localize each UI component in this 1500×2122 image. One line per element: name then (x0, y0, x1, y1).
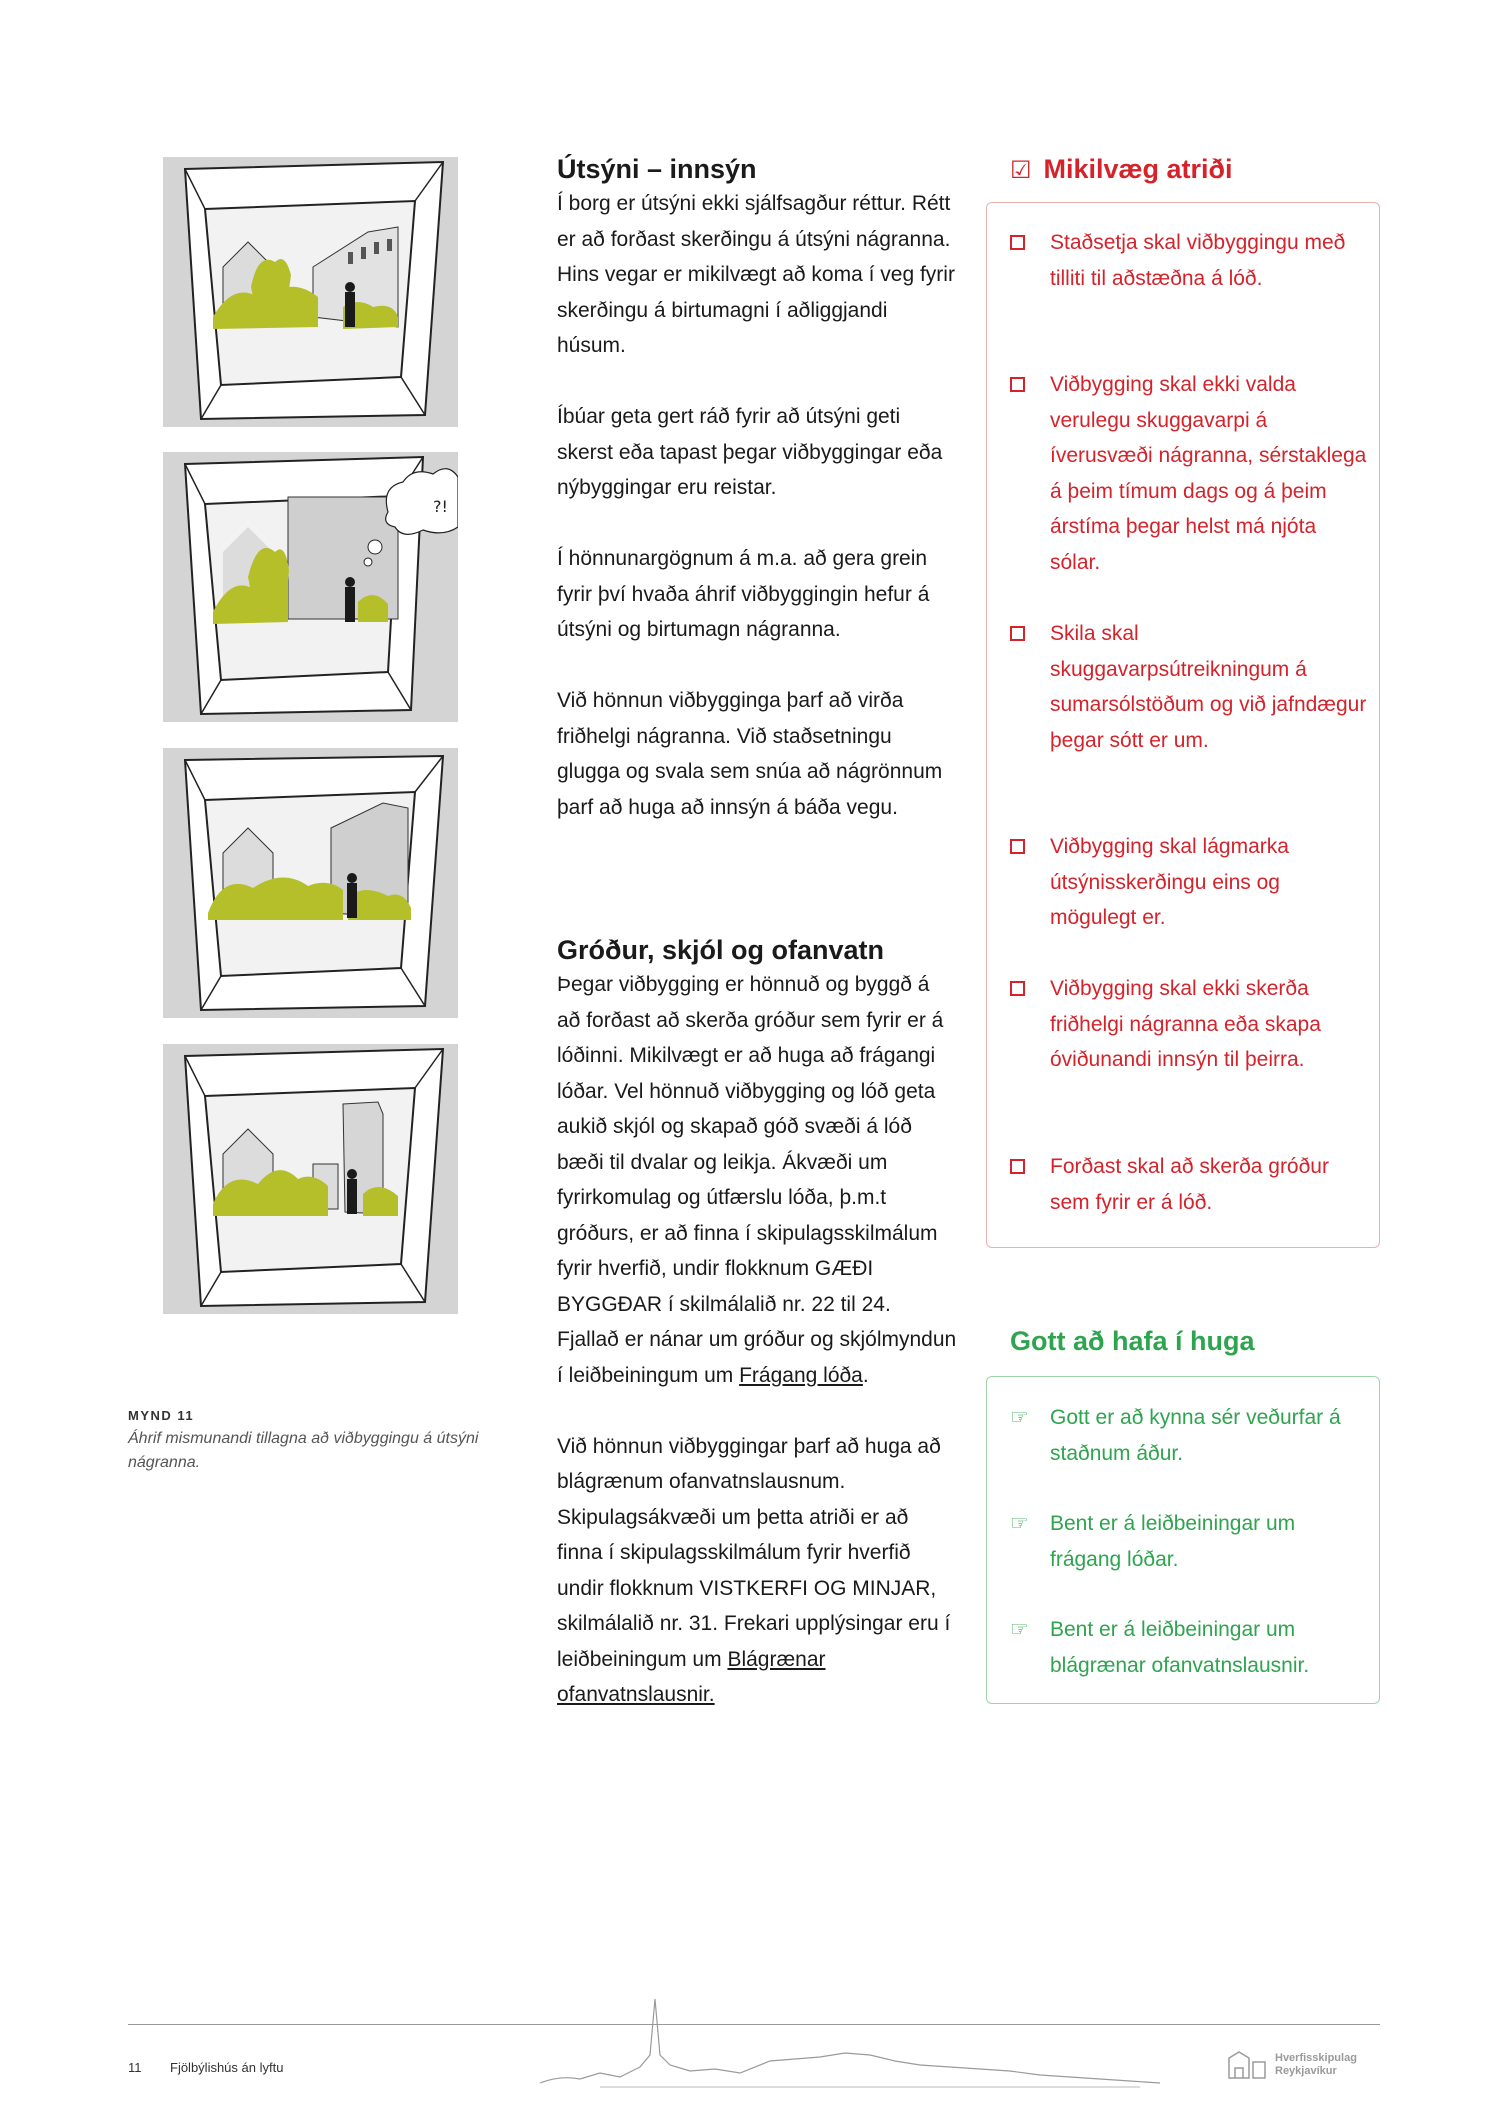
good-heading: Gott að hafa í huga (1010, 1326, 1255, 1356)
illustration-view-original (163, 157, 458, 427)
heading-view-privacy: Útsýni – innsýn (557, 154, 757, 184)
checkbox-icon (1010, 1159, 1025, 1174)
link-blagraenar[interactable]: Blágrænar ofanvatnslausnir. (557, 1647, 826, 1706)
paragraph-2: Íbúar geta gert ráð fyrir að útsýni geti skerst eða tapast þegar viðbyggingar eða nýbyggingar eru reistar. (557, 405, 943, 499)
checkbox-icon (1010, 235, 1025, 250)
city-skyline-illustration (540, 1995, 1160, 2091)
illustration-view-with-wall (163, 452, 458, 722)
pointing-hand-icon: ☞ (1010, 1512, 1029, 1535)
heading-vegetation: Gróður, skjól og ofanvatn (557, 935, 885, 965)
page-number: 11 (128, 2060, 142, 2075)
section-vegetation (557, 933, 957, 1713)
document-title: Fjölbýlishús án lyftu (170, 2060, 284, 2075)
important-item: Viðbygging skal ekki valda verulegu skuggavarpi á íverusvæði nágranna, sérstaklega á þeim tímum dags og á þeim árstíma þegar helst má njóta sólar. (1010, 367, 1370, 580)
important-heading: ☑ Mikilvæg atriði (1010, 154, 1233, 184)
illustration-view-tall-building (163, 748, 458, 1018)
link-fragang-loda[interactable]: Frágang lóða (739, 1363, 863, 1387)
good-item: ☞ Bent er á leiðbeiningar um blágrænar ofanvatnslausnir. (1010, 1612, 1370, 1683)
caption-text: Áhrif mismunandi tillagna að viðbyggingu á útsýni nágranna. (128, 1430, 479, 1471)
pointing-hand-icon: ☞ (1010, 1618, 1029, 1641)
good-item: ☞ Gott er að kynna sér veðurfar á staðnum áður. (1010, 1400, 1370, 1471)
figure-caption (128, 1408, 508, 1475)
checkbox-icon (1010, 981, 1025, 996)
caption-label: MYND 11 (128, 1408, 195, 1423)
paragraph-6: Við hönnun viðbyggingar þarf að huga að blágrænum ofanvatnslausnum. Skipulagsákvæði um þetta atriði er að finna í skipulagsskilmálum fyrir hverfið undir flokknum VISTKERFI OG MINJAR, skilmálalið nr. 31. Frekari upplýsingar eru í leiðbeiningum um Blágrænar ofanvatnslausnir. (557, 1434, 951, 1706)
paragraph-3: Í hönnunargögnum á m.a. að gera grein fyrir því hvaða áhrif viðbyggingin hefur á útsýni og birtumagn nágranna. (557, 547, 930, 641)
checkbox-icon: ☑ (1010, 157, 1032, 184)
illustration-view-narrow-extension (163, 1044, 458, 1314)
paragraph-4: Við hönnun viðbygginga þarf að virða friðhelgi nágranna. Við staðsetningu glugga og svala sem snúa að nágrönnum þarf að huga að innsýn á báða vegu. (557, 689, 943, 819)
checkbox-icon (1010, 839, 1025, 854)
hverfisskipulag-logo: Hverfisskipulag Reykjavíkur (1225, 2048, 1380, 2088)
thought-text: ?! (433, 497, 448, 516)
pointing-hand-icon: ☞ (1010, 1406, 1029, 1429)
paragraph-5: Þegar viðbygging er hönnuð og byggð á að forðast að skerða gróður sem fyrir er á lóðinni. Mikilvægt er að huga að frágangi lóðar. Vel hönnuð viðbygging og lóð geta aukið skjól og skapað góð svæði á lóð bæði til dvalar og leikja. Ákvæði um fyrirkomulag og útfærslu lóða, þ.m.t gróðurs, er að finna í skipulagsskilmálum fyrir hverfið, undir flokknum GÆÐI BYGGÐAR í skilmálalið nr. 22 til 24. Fjallað er nánar um gróður og skjólmyndun í leiðbeiningum um Frágang lóða. (557, 973, 957, 1387)
section-view-privacy (557, 152, 957, 825)
important-item: Skila skal skuggavarpsútreikningum á sumarsólstöðum og við jafndægur þegar sótt er um. (1010, 616, 1370, 758)
important-item: Viðbygging skal lágmarka útsýnisskerðingu eins og mögulegt er. (1010, 829, 1370, 936)
paragraph-1: Í borg er útsýni ekki sjálfsagður réttur. Rétt er að forðast skerðingu á útsýni nágranna. Hins vegar er mikilvægt að koma í veg fyrir skerðingu á birtumagni í aðliggjandi húsum. (557, 192, 955, 357)
important-item: Forðast skal að skerða gróður sem fyrir er á lóð. (1010, 1149, 1370, 1220)
important-item: Viðbygging skal ekki skerða friðhelgi nágranna eða skapa óviðunandi innsýn til þeirra. (1010, 971, 1370, 1078)
good-item: ☞ Bent er á leiðbeiningar um frágang lóðar. (1010, 1506, 1370, 1577)
checkbox-icon (1010, 626, 1025, 641)
important-item: Staðsetja skal viðbyggingu með tilliti til aðstæðna á lóð. (1010, 225, 1370, 296)
logo-mark-icon (1225, 2048, 1270, 2084)
checkbox-icon (1010, 377, 1025, 392)
